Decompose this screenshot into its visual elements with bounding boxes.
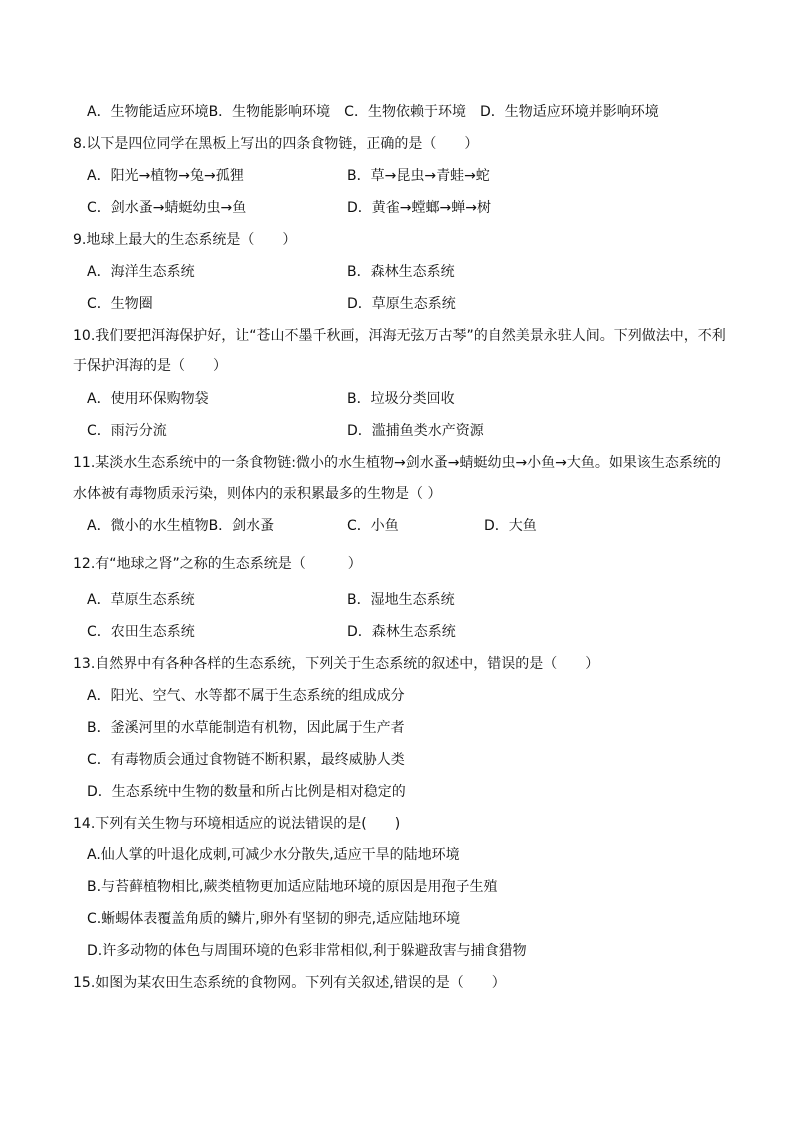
q13-option-a: A．阳光、空气、水等都不属于生态系统的组成成分 (87, 688, 405, 704)
q8-stem: 8.以下是四位同学在黑板上写出的四条食物链，正确的是（ ） (73, 136, 479, 152)
q10-option-d: D．滥捕鱼类水产资源 (347, 423, 484, 439)
q8-option-d: D．黄雀→螳螂→蝉→树 (347, 200, 491, 216)
q13-option-b: B．釜溪河里的水草能制造有机物，因此属于生产者 (87, 720, 405, 736)
q9-option-a: A．海洋生态系统 (87, 264, 195, 280)
q11-option-c: C．小鱼 (347, 518, 399, 534)
q9-stem: 9.地球上最大的生态系统是（ ） (73, 232, 297, 248)
q12-option-c: C．农田生态系统 (87, 624, 195, 640)
q12-option-d: D．森林生态系统 (347, 624, 456, 640)
q11-option-d: D．大鱼 (484, 518, 537, 534)
q13-option-d: D．生态系统中生物的数量和所占比例是相对稳定的 (87, 784, 406, 800)
q7-options: A．生物能适应环境B．生物能影响环境 C．生物依赖于环境 D．生物适应环境并影响环境 (87, 104, 659, 120)
q12-option-a: A．草原生态系统 (87, 592, 195, 608)
q14-option-b: B.与苔藓植物相比,蕨类植物更加适应陆地环境的原因是用孢子生殖 (87, 879, 498, 895)
q11-stem-line1: 11.某淡水生态系统中的一条食物链:微小的水生植物→剑水蚤→蜻蜓幼虫→小鱼→大鱼。如果该生态系统的 (73, 455, 721, 471)
q9-option-c: C．生物圈 (87, 296, 153, 312)
q10-option-b: B．垃圾分类回收 (347, 391, 455, 407)
q14-option-c: C.蜥蜴体表覆盖角质的鳞片,卵外有坚韧的卵壳,适应陆地环境 (87, 911, 461, 927)
q10-stem-line2: 于保护洱海的是（ ） (73, 358, 227, 374)
q8-option-b: B．草→昆虫→青蛙→蛇 (347, 168, 490, 184)
q11-stem-line2: 水体被有毒物质汞污染，则体内的汞积累最多的生物是（ ） (73, 486, 442, 502)
q12-option-b: B．湿地生态系统 (347, 592, 455, 608)
q8-option-c: C．剑水蚤→蜻蜓幼虫→鱼 (87, 200, 247, 216)
q9-option-b: B．森林生态系统 (347, 264, 455, 280)
q10-option-c: C．雨污分流 (87, 423, 167, 439)
q8-option-a: A．阳光→植物→兔→孤狸 (87, 168, 244, 184)
q11-option-ab: A．微小的水生植物B．剑水蚤 (87, 518, 275, 534)
q15-stem: 15.如图为某农田生态系统的食物网。下列有关叙述,错误的是（ ） (73, 975, 506, 991)
q14-option-a: A.仙人掌的叶退化成刺,可减少水分散失,适应干旱的陆地环境 (87, 847, 460, 863)
q10-option-a: A．使用环保购物袋 (87, 391, 209, 407)
q13-option-c: C．有毒物质会通过食物链不断积累，最终威胁人类 (87, 752, 405, 768)
q14-stem: 14.下列有关生物与环境相适应的说法错误的是( ) (73, 816, 401, 832)
q12-stem: 12.有“地球之肾”之称的生态系统是（ ） (73, 556, 362, 572)
q13-stem: 13.自然界中有各种各样的生态系统，下列关于生态系统的叙述中，错误的是（ ） (73, 656, 600, 672)
q9-option-d: D．草原生态系统 (347, 296, 456, 312)
q10-stem-line1: 10.我们要把洱海保护好，让“苍山不墨千秋画，洱海无弦万古琴”的自然美景永驻人间。下列做法中，不利 (73, 328, 726, 344)
q14-option-d: D.许多动物的体色与周围环境的色彩非常相似,利于躲避敌害与捕食猎物 (87, 943, 527, 959)
